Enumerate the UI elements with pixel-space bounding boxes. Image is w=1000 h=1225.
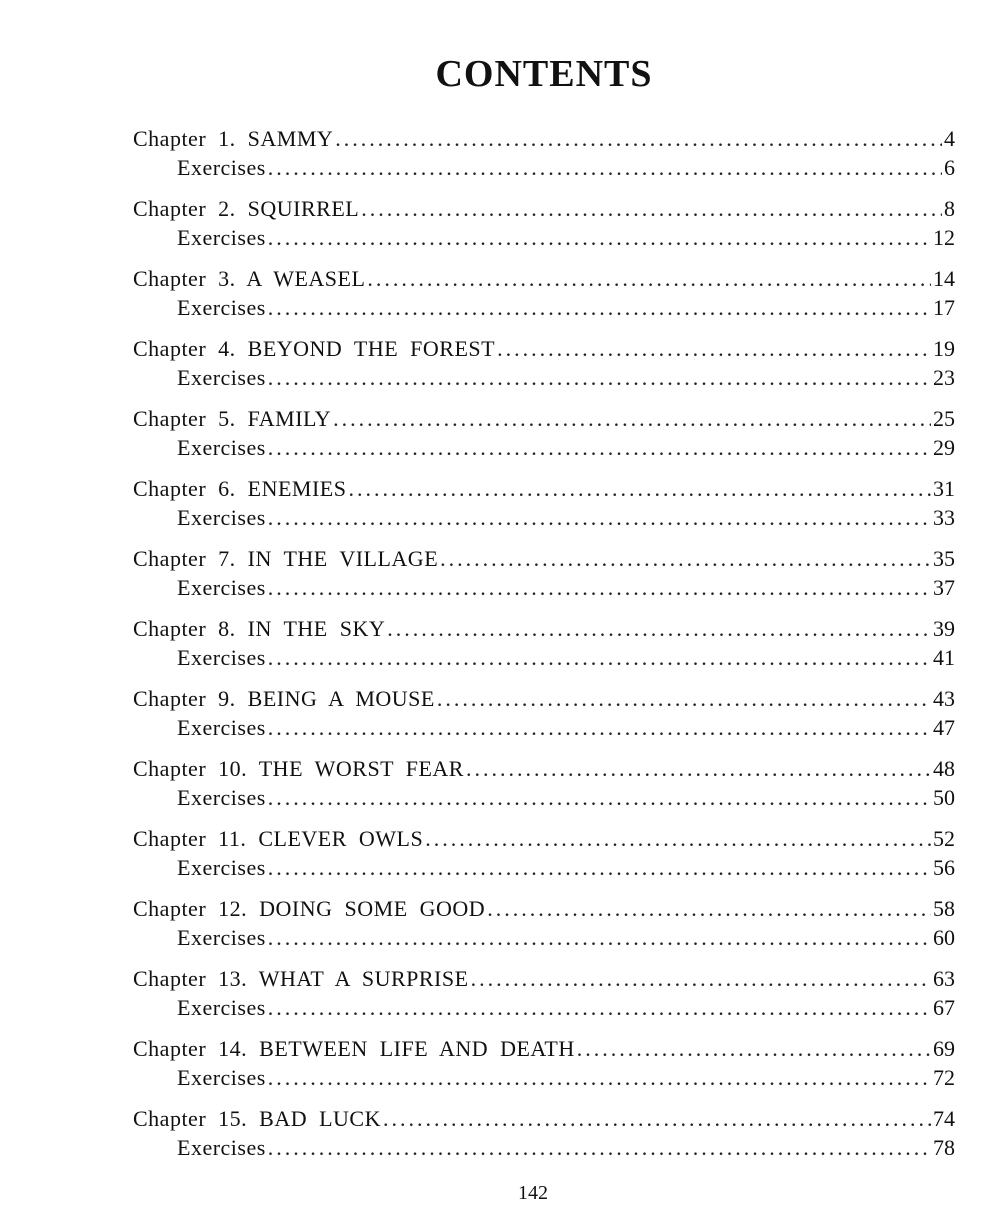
chapter-page-number: 39: [933, 616, 955, 641]
dot-leader: [348, 474, 931, 503]
chapter-row: [133, 544, 955, 573]
exercises-page-number: 12: [933, 225, 955, 250]
dot-leader: [268, 1063, 931, 1092]
dot-leader: [268, 503, 931, 532]
dot-leader: [268, 433, 931, 462]
chapter-row: [133, 264, 955, 293]
chapter-row: [133, 474, 955, 503]
exercises-title: Exercises: [177, 785, 266, 810]
dot-leader: [268, 1133, 931, 1162]
exercises-row: [133, 573, 955, 602]
exercises-title: Exercises: [177, 645, 266, 670]
exercises-page-number: 6: [944, 155, 955, 180]
dot-leader: [361, 194, 942, 223]
dot-leader: [440, 544, 931, 573]
chapter-page-number: 35: [933, 546, 955, 571]
exercises-row: [133, 293, 955, 322]
exercises-title: Exercises: [177, 575, 266, 600]
chapter-page-number: 48: [933, 756, 955, 781]
dot-leader: [268, 153, 942, 182]
toc-entry: [133, 614, 955, 672]
chapter-page-number: 25: [933, 406, 955, 431]
chapter-row: [133, 404, 955, 433]
chapter-page-number: 69: [933, 1036, 955, 1061]
chapter-row: [133, 824, 955, 853]
exercises-row: [133, 993, 955, 1022]
chapter-page-number: 58: [933, 896, 955, 921]
chapter-row: [133, 1034, 955, 1063]
toc-entry: [133, 894, 955, 952]
toc-entry: [133, 684, 955, 742]
exercises-row: [133, 223, 955, 252]
toc-entry: [133, 544, 955, 602]
exercises-title: Exercises: [177, 925, 266, 950]
dot-leader: [335, 124, 942, 153]
chapter-page-number: 14: [933, 266, 955, 291]
exercises-title: Exercises: [177, 1135, 266, 1160]
dot-leader: [497, 334, 931, 363]
chapter-title: Chapter 8. IN THE SKY: [133, 616, 386, 641]
chapter-row: [133, 894, 955, 923]
exercises-page-number: 33: [933, 505, 955, 530]
toc-entry: [133, 1104, 955, 1162]
chapter-page-number: 8: [944, 196, 955, 221]
chapter-title: Chapter 5. FAMILY: [133, 406, 332, 431]
exercises-row: [133, 783, 955, 812]
dot-leader: [268, 573, 931, 602]
dot-leader: [268, 363, 931, 392]
exercises-row: [133, 713, 955, 742]
dot-leader: [268, 923, 931, 952]
toc-entry: [133, 754, 955, 812]
toc-entry: [133, 194, 955, 252]
exercises-page-number: 37: [933, 575, 955, 600]
dot-leader: [268, 223, 931, 252]
chapter-page-number: 74: [933, 1106, 955, 1131]
exercises-page-number: 56: [933, 855, 955, 880]
chapter-title: Chapter 13. WHAT A SURPRISE: [133, 966, 469, 991]
toc-entry: [133, 964, 955, 1022]
exercises-title: Exercises: [177, 155, 266, 180]
dot-leader: [387, 614, 931, 643]
exercises-row: [133, 1133, 955, 1162]
chapter-title: Chapter 12. DOING SOME GOOD: [133, 896, 486, 921]
toc-entry: [133, 474, 955, 532]
chapter-row: [133, 334, 955, 363]
exercises-title: Exercises: [177, 855, 266, 880]
exercises-page-number: 67: [933, 995, 955, 1020]
page-title: CONTENTS: [435, 53, 653, 95]
chapter-page-number: 19: [933, 336, 955, 361]
chapter-page-number: 4: [944, 126, 955, 151]
exercises-row: [133, 1063, 955, 1092]
chapter-title: Chapter 15. BAD LUCK: [133, 1106, 381, 1131]
chapter-title: Chapter 11. CLEVER OWLS: [133, 826, 424, 851]
exercises-page-number: 78: [933, 1135, 955, 1160]
toc-entry: [133, 824, 955, 882]
exercises-page-number: 60: [933, 925, 955, 950]
dot-leader: [437, 684, 931, 713]
exercises-row: [133, 433, 955, 462]
toc-entry: [133, 404, 955, 462]
exercises-row: [133, 923, 955, 952]
exercises-title: Exercises: [177, 995, 266, 1020]
chapter-title: Chapter 6. ENEMIES: [133, 476, 347, 501]
exercises-title: Exercises: [177, 435, 266, 460]
chapter-row: [133, 1104, 955, 1133]
exercises-page-number: 72: [933, 1065, 955, 1090]
exercises-title: Exercises: [177, 295, 266, 320]
chapter-row: [133, 614, 955, 643]
exercises-page-number: 23: [933, 365, 955, 390]
chapter-row: [133, 124, 955, 153]
dot-leader: [333, 404, 931, 433]
exercises-row: [133, 643, 955, 672]
dot-leader: [367, 264, 931, 293]
chapter-row: [133, 964, 955, 993]
exercises-title: Exercises: [177, 365, 266, 390]
chapter-page-number: 43: [933, 686, 955, 711]
exercises-row: [133, 853, 955, 882]
exercises-title: Exercises: [177, 1065, 266, 1090]
dot-leader: [268, 643, 931, 672]
table-of-contents: [133, 124, 955, 1174]
exercises-page-number: 47: [933, 715, 955, 740]
dot-leader: [268, 293, 931, 322]
chapter-page-number: 31: [933, 476, 955, 501]
dot-leader: [487, 894, 931, 923]
page-number: 142: [518, 1182, 548, 1204]
exercises-title: Exercises: [177, 715, 266, 740]
dot-leader: [268, 713, 931, 742]
chapter-page-number: 52: [933, 826, 955, 851]
chapter-title: Chapter 1. SAMMY: [133, 126, 334, 151]
chapter-title: Chapter 10. THE WORST FEAR: [133, 756, 464, 781]
chapter-title: Chapter 9. BEING A MOUSE: [133, 686, 435, 711]
toc-entry: [133, 334, 955, 392]
exercises-row: [133, 503, 955, 532]
chapter-page-number: 63: [933, 966, 955, 991]
chapter-title: Chapter 7. IN THE VILLAGE: [133, 546, 439, 571]
toc-entry: [133, 1034, 955, 1092]
chapter-row: [133, 684, 955, 713]
chapter-title: Chapter 2. SQUIRREL: [133, 196, 360, 221]
exercises-title: Exercises: [177, 225, 266, 250]
chapter-title: Chapter 4. BEYOND THE FOREST: [133, 336, 496, 361]
dot-leader: [268, 783, 931, 812]
chapter-row: [133, 194, 955, 223]
exercises-page-number: 17: [933, 295, 955, 320]
exercises-title: Exercises: [177, 505, 266, 530]
chapter-title: Chapter 14. BETWEEN LIFE AND DEATH: [133, 1036, 575, 1061]
dot-leader: [466, 754, 931, 783]
chapter-row: [133, 754, 955, 783]
exercises-row: [133, 153, 955, 182]
exercises-row: [133, 363, 955, 392]
dot-leader: [268, 993, 931, 1022]
chapter-title: Chapter 3. A WEASEL: [133, 266, 366, 291]
dot-leader: [425, 824, 931, 853]
dot-leader: [268, 853, 931, 882]
exercises-page-number: 29: [933, 435, 955, 460]
exercises-page-number: 41: [933, 645, 955, 670]
exercises-page-number: 50: [933, 785, 955, 810]
toc-entry: [133, 124, 955, 182]
toc-entry: [133, 264, 955, 322]
dot-leader: [383, 1104, 931, 1133]
dot-leader: [577, 1034, 931, 1063]
dot-leader: [471, 964, 931, 993]
